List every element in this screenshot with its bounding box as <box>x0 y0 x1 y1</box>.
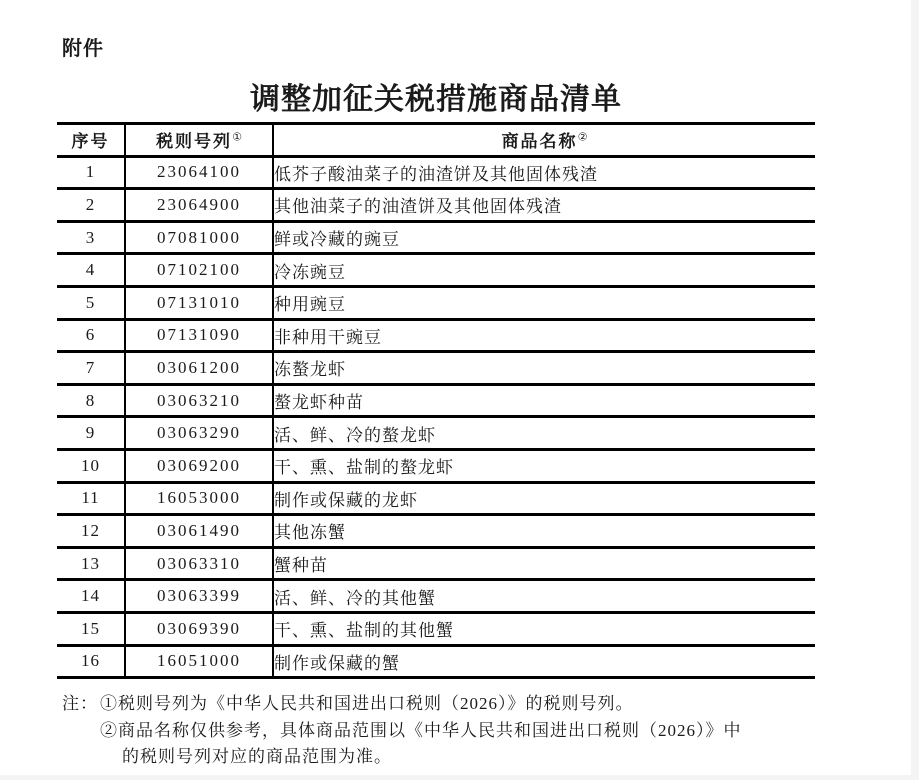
note-line-3: 的税则号列对应的商品范围为准。 <box>122 747 392 766</box>
table-row <box>57 580 815 613</box>
notes-section <box>62 691 862 771</box>
header-col-name <box>273 124 815 157</box>
tariff-code-cell: 03061490 <box>125 515 273 548</box>
row-seq-cell: 7 <box>57 352 125 385</box>
note-row-1 <box>62 691 862 718</box>
tariff-code-cell: 03061200 <box>125 352 273 385</box>
tariff-code-cell: 07131010 <box>125 286 273 319</box>
header-col-code <box>125 124 273 157</box>
tariff-code-cell: 03069200 <box>125 449 273 482</box>
tariff-code-cell: 23064100 <box>125 156 273 189</box>
table-row <box>57 612 815 645</box>
table-row <box>57 384 815 417</box>
tariff-table <box>57 122 815 679</box>
tariff-code-cell: 23064900 <box>125 189 273 222</box>
table-row <box>57 547 815 580</box>
tariff-code-cell: 16053000 <box>125 482 273 515</box>
row-seq-cell: 10 <box>57 449 125 482</box>
table-row <box>57 156 815 189</box>
note-line-2: ②商品名称仅供参考，具体商品范围以《中华人民共和国进出口税则（2026）》中 <box>100 720 742 740</box>
table-header-row <box>57 124 815 157</box>
product-name-cell: 干、熏、盐制的螯龙虾 <box>273 449 815 482</box>
table-row <box>57 254 815 287</box>
tariff-code-cell: 16051000 <box>125 645 273 678</box>
screenshot-edge-bottom <box>0 775 919 780</box>
footnote-ref-2-icon: ② <box>577 131 588 144</box>
product-name-cell: 干、熏、盐制的其他蟹 <box>273 612 815 645</box>
row-seq-cell: 15 <box>57 612 125 645</box>
row-seq-cell: 12 <box>57 515 125 548</box>
row-seq-cell: 6 <box>57 319 125 352</box>
row-seq-cell: 2 <box>57 189 125 222</box>
product-name-cell: 活、鲜、冷的其他蟹 <box>273 580 815 613</box>
table-row <box>57 352 815 385</box>
table-row <box>57 189 815 222</box>
table-row <box>57 286 815 319</box>
tariff-code-cell: 03069390 <box>125 612 273 645</box>
row-seq-cell: 4 <box>57 254 125 287</box>
row-seq-cell: 9 <box>57 417 125 450</box>
product-name-cell: 低芥子酸油菜子的油渣饼及其他固体残渣 <box>273 156 815 189</box>
table-row <box>57 482 815 515</box>
row-seq-cell: 5 <box>57 286 125 319</box>
table-row <box>57 515 815 548</box>
screenshot-edge-right <box>911 0 919 780</box>
row-seq-cell: 1 <box>57 156 125 189</box>
note-line-1: ①税则号列为《中华人民共和国进出口税则（2026）》的税则号列。 <box>100 694 634 713</box>
table-row <box>57 319 815 352</box>
product-name-cell: 冷冻豌豆 <box>273 254 815 287</box>
row-seq-cell: 13 <box>57 547 125 580</box>
tariff-code-cell: 03063399 <box>125 580 273 613</box>
row-seq-cell: 14 <box>57 580 125 613</box>
row-seq-cell: 3 <box>57 221 125 254</box>
tariff-code-cell: 03063290 <box>125 417 273 450</box>
product-name-cell: 制作或保藏的蟹 <box>273 645 815 678</box>
product-name-cell: 螯龙虾种苗 <box>273 384 815 417</box>
row-seq-cell: 16 <box>57 645 125 678</box>
header-col-code-label: 税则号列 <box>156 132 233 152</box>
header-col-name-label: 商品名称 <box>501 132 578 152</box>
tariff-code-cell: 07102100 <box>125 254 273 287</box>
header-col-seq-label: 序号 <box>71 132 110 152</box>
table-row <box>57 449 815 482</box>
table-row <box>57 221 815 254</box>
product-name-cell: 蟹种苗 <box>273 547 815 580</box>
header-col-seq <box>57 124 125 157</box>
product-name-cell: 鲜或冷藏的豌豆 <box>273 221 815 254</box>
product-name-cell: 冻螯龙虾 <box>273 352 815 385</box>
product-name-cell: 其他油菜子的油渣饼及其他固体残渣 <box>273 189 815 222</box>
tariff-code-cell: 03063210 <box>125 384 273 417</box>
attachment-label: 附件 <box>62 38 104 60</box>
product-name-cell: 其他冻蟹 <box>273 515 815 548</box>
note-label: 注： <box>62 694 98 713</box>
tariff-code-cell: 03063310 <box>125 547 273 580</box>
page-title: 调整加征关税措施商品清单 <box>250 83 622 116</box>
row-seq-cell: 8 <box>57 384 125 417</box>
product-name-cell: 制作或保藏的龙虾 <box>273 482 815 515</box>
product-name-cell: 活、鲜、冷的螯龙虾 <box>273 417 815 450</box>
table-row <box>57 645 815 678</box>
tariff-code-cell: 07131090 <box>125 319 273 352</box>
row-seq-cell: 11 <box>57 482 125 515</box>
product-name-cell: 非种用干豌豆 <box>273 319 815 352</box>
table-row <box>57 417 815 450</box>
footnote-ref-1-icon: ① <box>232 131 242 144</box>
tariff-code-cell: 07081000 <box>125 221 273 254</box>
product-name-cell: 种用豌豆 <box>273 286 815 319</box>
